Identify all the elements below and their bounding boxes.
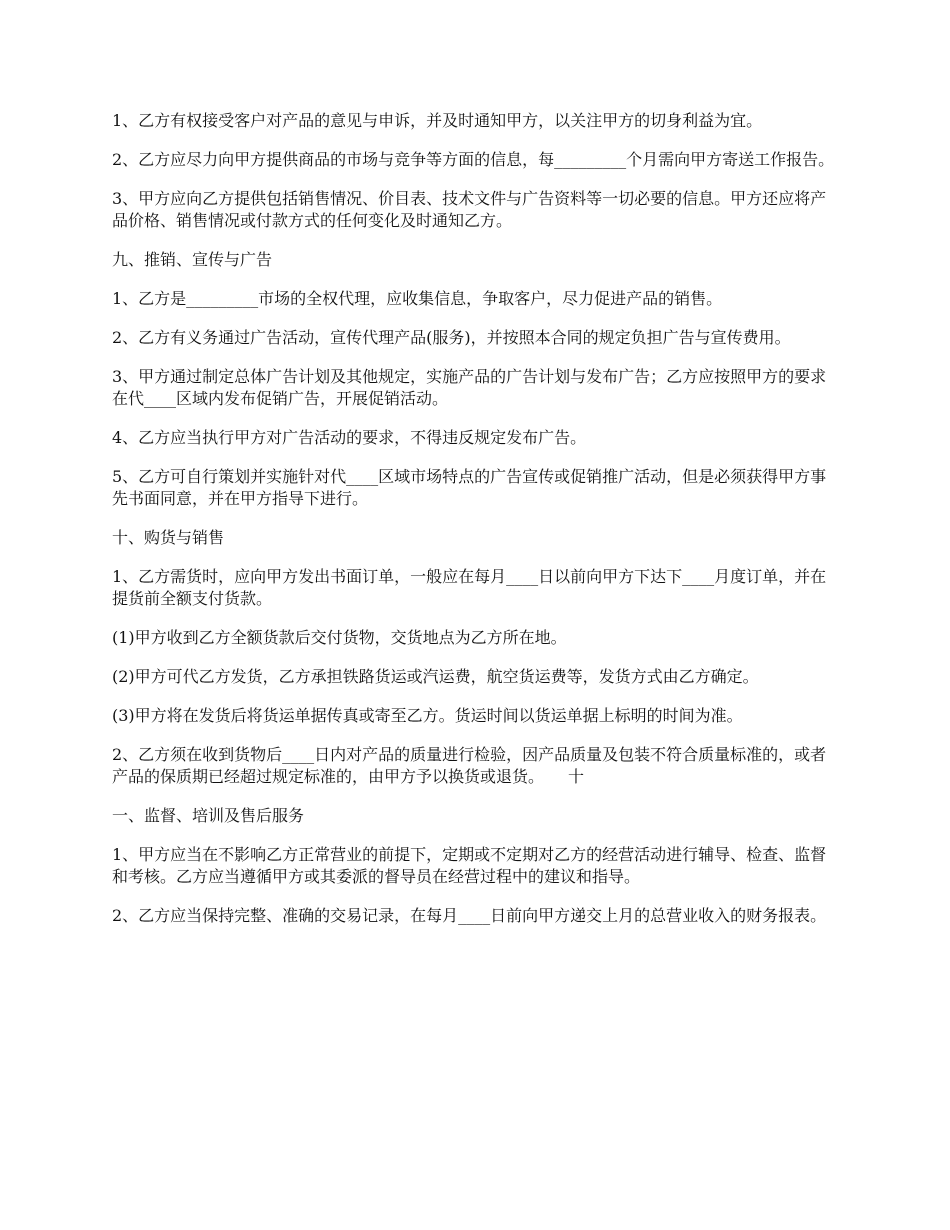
clause-paragraph: 2、乙方须在收到货物后____日内对产品的质量进行检验，因产品质量及包装不符合质量标准的，或者产品的保质期已经超过规定标准的，由甲方予以换货或退货。 十 (112, 745, 827, 786)
clause-paragraph: 2、乙方应当保持完整、准确的交易记录，在每月____日前向甲方递交上月的总营业收入的财务报表。 (112, 906, 827, 925)
clause-paragraph: (1)甲方收到乙方全额货款后交付货物，交货地点为乙方所在地。 (112, 628, 567, 647)
clause-paragraph: 3、甲方应向乙方提供包括销售情况、价目表、技术文件与广告资料等一切必要的信息。甲方还应将产品价格、销售情况或付款方式的任何变化及时通知乙方。 (112, 189, 827, 230)
clause-paragraph: (3)甲方将在发货后将货运单据传真或寄至乙方。货运时间以货运单据上标明的时间为准。 (112, 706, 743, 725)
document-body (112, 110, 838, 944)
section-heading: 十、购货与销售 (112, 528, 225, 547)
clause-paragraph: 1、乙方需货时，应向甲方发出书面订单，一般应在每月____日以前向甲方下达下____月度订单，并在提货前全额支付货款。 (112, 567, 827, 608)
clause-paragraph: 1、乙方是_________市场的全权代理，应收集信息，争取客户，尽力促进产品的销售。 (112, 289, 723, 308)
clause-paragraph: 3、甲方通过制定总体广告计划及其他规定，实施产品的广告计划与发布广告；乙方应按照甲方的要求在代____区域内发布促销广告，开展促销活动。 (112, 367, 827, 408)
section-heading: 九、推销、宣传与广告 (112, 250, 273, 269)
clause-paragraph: (2)甲方可代乙方发货，乙方承担铁路货运或汽运费，航空货运费等，发货方式由乙方确定。 (112, 667, 759, 686)
clause-paragraph: 4、乙方应当执行甲方对广告活动的要求，不得违反规定发布广告。 (112, 428, 587, 447)
section-heading: 一、监督、培训及售后服务 (112, 806, 305, 825)
clause-paragraph: 5、乙方可自行策划并实施针对代____区域市场特点的广告宣传或促销推广活动，但是必须获得甲方事先书面同意，并在甲方指导下进行。 (112, 467, 827, 508)
clause-paragraph: 2、乙方应尽力向甲方提供商品的市场与竞争等方面的信息，每_________个月需向甲方寄送工作报告。 (112, 150, 835, 169)
clause-paragraph: 1、乙方有权接受客户对产品的意见与申诉，并及时通知甲方，以关注甲方的切身利益为宜。 (112, 111, 763, 130)
clause-paragraph: 1、甲方应当在不影响乙方正常营业的前提下，定期或不定期对乙方的经营活动进行辅导、检查、监督和考核。乙方应当遵循甲方或其委派的督导员在经营过程中的建议和指导。 (112, 845, 827, 886)
clause-paragraph: 2、乙方有义务通过广告活动，宣传代理产品(服务)，并按照本合同的规定负担广告与宣传费用。 (112, 328, 791, 347)
